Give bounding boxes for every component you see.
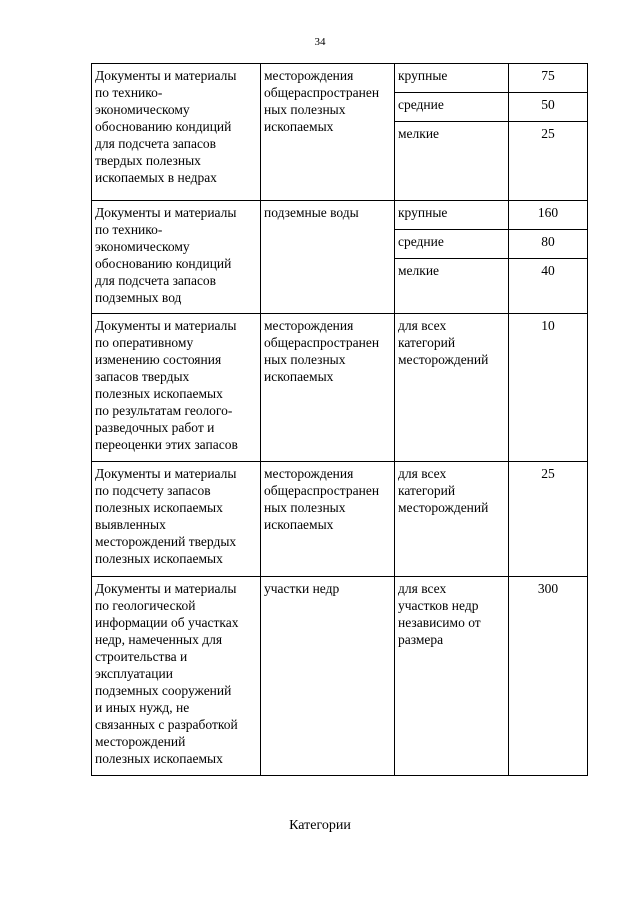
table-row <box>92 314 588 462</box>
document-cell: Документы и материалы по геологической информации об участках недр, намеченных для строительства и эксплуатации подземных сооружений и иных нужд, не связанных с разработкой месторождений полезных ископаемых <box>92 577 261 776</box>
category-cell: мелкие <box>395 259 509 314</box>
value-cell: 25 <box>509 462 588 577</box>
value-cell: 25 <box>509 122 588 201</box>
table-row <box>92 201 588 230</box>
object-type-cell: подземные воды <box>261 201 395 314</box>
table-row <box>92 64 588 93</box>
category-cell: мелкие <box>395 122 509 201</box>
fee-table <box>91 63 588 776</box>
category-cell: для всех категорий месторождений <box>395 314 509 462</box>
value-cell: 50 <box>509 93 588 122</box>
value-cell: 160 <box>509 201 588 230</box>
value-cell: 300 <box>509 577 588 776</box>
object-type-cell: месторождения общераспространен ных полезных ископаемых <box>261 64 395 201</box>
value-cell: 10 <box>509 314 588 462</box>
table-body <box>92 64 588 776</box>
value-cell: 75 <box>509 64 588 93</box>
table-row <box>92 577 588 776</box>
category-cell: для всех участков недр независимо от размера <box>395 577 509 776</box>
table-row <box>92 462 588 577</box>
page-number: 34 <box>314 36 326 48</box>
document-cell: Документы и материалы по подсчету запасов полезных ископаемых выявленных месторождений твердых полезных ископаемых <box>92 462 261 577</box>
document-cell: Документы и материалы по технико- экономическому обоснованию кондиций для подсчета запасов твердых полезных ископаемых в недрах <box>92 64 261 201</box>
object-type-cell: участки недр <box>261 577 395 776</box>
value-cell: 40 <box>509 259 588 314</box>
category-cell: средние <box>395 93 509 122</box>
document-cell: Документы и материалы по технико- экономическому обоснованию кондиций для подсчета запасов подземных вод <box>92 201 261 314</box>
category-cell: средние <box>395 230 509 259</box>
category-cell: для всех категорий месторождений <box>395 462 509 577</box>
category-cell: крупные <box>395 201 509 230</box>
value-cell: 80 <box>509 230 588 259</box>
object-type-cell: месторождения общераспространен ных полезных ископаемых <box>261 314 395 462</box>
category-cell: крупные <box>395 64 509 93</box>
object-type-cell: месторождения общераспространен ных полезных ископаемых <box>261 462 395 577</box>
section-heading: Категории <box>289 818 351 833</box>
document-cell: Документы и материалы по оперативному изменению состояния запасов твердых полезных ископаемых по результатам геолого- разведочных работ и переоценки этих запасов <box>92 314 261 462</box>
